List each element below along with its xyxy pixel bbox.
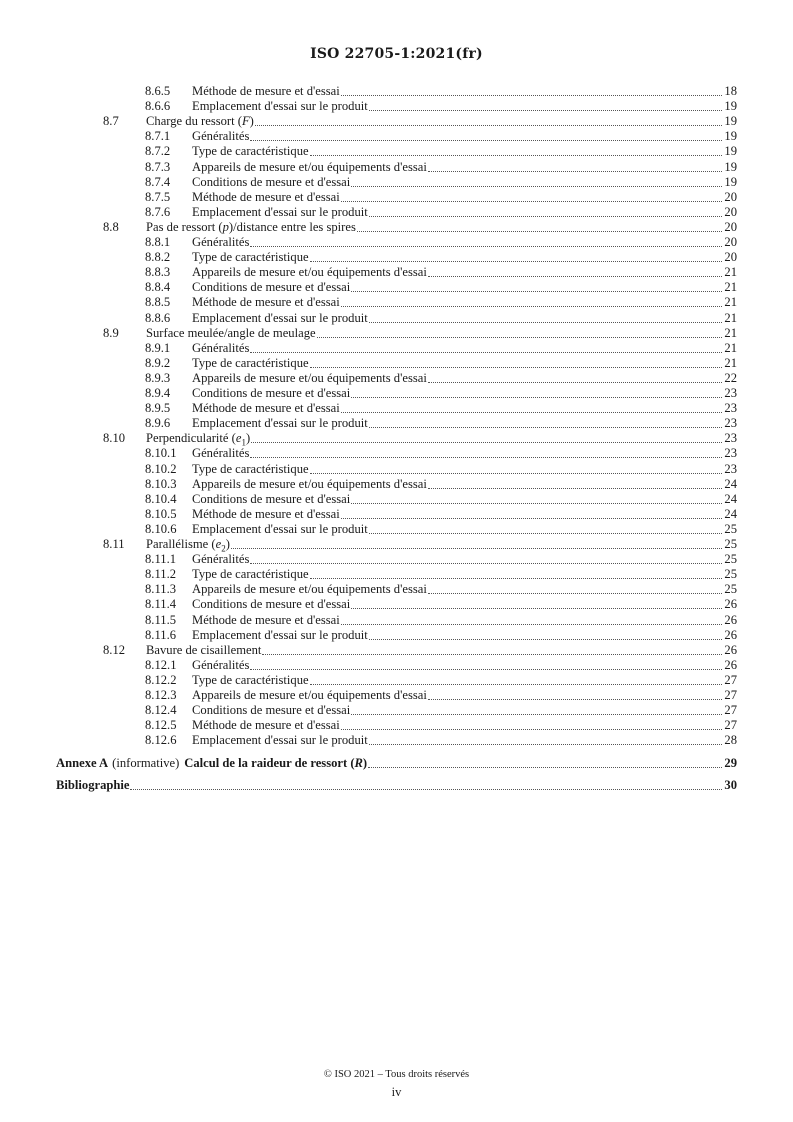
toc-entry[interactable] bbox=[145, 175, 737, 190]
toc-entry[interactable] bbox=[145, 250, 737, 265]
toc-entry-page-number: 26 bbox=[724, 612, 737, 627]
toc-entry[interactable] bbox=[145, 280, 737, 295]
toc-entry-page-number: 21 bbox=[724, 325, 737, 340]
toc-entry[interactable] bbox=[145, 718, 737, 733]
toc-entry[interactable] bbox=[145, 597, 737, 612]
toc-leader-dots bbox=[317, 336, 722, 338]
toc-entry[interactable] bbox=[145, 688, 737, 703]
toc-entry[interactable] bbox=[145, 567, 737, 582]
toc-entry-number: 8.8.2 bbox=[145, 250, 171, 265]
toc-entry-number: 8.8.6 bbox=[145, 310, 171, 325]
toc-entry-page-number: 28 bbox=[724, 733, 737, 748]
toc-entry-page-number: 19 bbox=[724, 159, 737, 174]
toc-entry-number: 8.9.3 bbox=[145, 370, 171, 385]
toc-leader-dots bbox=[251, 441, 722, 443]
toc-entry-number: 8.9.2 bbox=[145, 355, 171, 370]
toc-leader-dots bbox=[262, 653, 722, 655]
toc-entry-number: 8.7.1 bbox=[145, 129, 171, 144]
toc-entry[interactable] bbox=[145, 235, 737, 250]
annex-title: Calcul de la raideur de ressort (R) bbox=[184, 756, 368, 771]
toc-entry[interactable] bbox=[103, 643, 737, 658]
toc-entry-number: 8.10.2 bbox=[145, 461, 177, 476]
toc-entry-title: Appareils de mesure et/ou équipements d'essai bbox=[192, 370, 427, 385]
toc-entry-number: 8.11.2 bbox=[145, 567, 177, 582]
bibliography-title: Bibliographie bbox=[56, 778, 130, 793]
toc-leader-dots bbox=[357, 230, 722, 232]
toc-entry-annex-a[interactable] bbox=[56, 756, 737, 771]
toc-entry-title: Type de caractéristique bbox=[192, 461, 309, 476]
toc-entry-title: Appareils de mesure et/ou équipements d'essai bbox=[192, 582, 427, 597]
toc-leader-dots bbox=[341, 94, 722, 96]
toc-entry-page-number: 26 bbox=[724, 597, 737, 612]
toc-leader-dots bbox=[369, 426, 722, 428]
toc-entry[interactable] bbox=[145, 507, 737, 522]
toc-entry-title: Conditions de mesure et d'essai bbox=[192, 174, 351, 189]
toc-entry[interactable] bbox=[145, 628, 737, 643]
toc-entry-title: Généralités bbox=[192, 129, 250, 144]
toc-entry-title: Conditions de mesure et d'essai bbox=[192, 386, 351, 400]
toc-entry-title: Conditions de mesure et d'essai bbox=[192, 597, 351, 612]
toc-entry-title: Conditions de mesure et d'essai bbox=[192, 280, 351, 295]
toc-entry-number: 8.8.4 bbox=[145, 280, 171, 295]
toc-entry[interactable] bbox=[145, 582, 737, 597]
toc-entry[interactable] bbox=[145, 446, 737, 461]
toc-entry[interactable] bbox=[145, 160, 737, 175]
toc-entry-number: 8.12 bbox=[103, 642, 126, 657]
toc-leader-dots bbox=[310, 577, 722, 579]
toc-entry[interactable] bbox=[145, 416, 737, 431]
toc-leader-dots bbox=[341, 305, 722, 307]
toc-entry-page-number: 23 bbox=[724, 401, 737, 416]
toc-entry[interactable] bbox=[145, 129, 737, 144]
toc-entry-bibliography[interactable] bbox=[56, 778, 737, 793]
toc-entry-title: Méthode de mesure et d'essai bbox=[192, 718, 340, 733]
toc-entry-page-number: 25 bbox=[724, 582, 737, 597]
page-number: iv bbox=[391, 1085, 402, 1099]
toc-entry-page-number: 20 bbox=[724, 235, 737, 249]
toc-entry-title: Emplacement d'essai sur le produit bbox=[192, 733, 368, 748]
toc-entry-number: 8.7.3 bbox=[145, 159, 171, 174]
toc-entry-number: 8.8.1 bbox=[145, 235, 171, 249]
toc-entry[interactable] bbox=[145, 401, 737, 416]
toc-entry[interactable] bbox=[103, 431, 737, 446]
toc-entry-number: 8.12.6 bbox=[145, 733, 177, 748]
toc-entry-title: Emplacement d'essai sur le produit bbox=[192, 627, 368, 642]
toc-leader-dots bbox=[250, 245, 722, 247]
toc-entry-title: Type de caractéristique bbox=[192, 250, 309, 265]
toc-entry-page-number: 20 bbox=[724, 250, 737, 265]
toc-entry-title: Bavure de cisaillement bbox=[146, 642, 262, 657]
toc-entry-page-number: 26 bbox=[724, 642, 737, 657]
toc-leader-dots bbox=[341, 200, 722, 202]
toc-leader-dots bbox=[250, 139, 722, 141]
toc-entry-title: Méthode de mesure et d'essai bbox=[192, 401, 340, 416]
toc-entry-page-number: 25 bbox=[724, 552, 737, 567]
toc-leader-dots bbox=[351, 396, 722, 398]
toc-entry-title: Généralités bbox=[192, 552, 250, 567]
toc-entry-title: Charge du ressort (F) bbox=[146, 114, 254, 129]
toc-entry[interactable] bbox=[145, 477, 737, 492]
toc-leader-dots bbox=[250, 562, 722, 564]
toc-entry-number: 8.7.6 bbox=[145, 204, 171, 219]
toc-entry-number: 8.10.6 bbox=[145, 521, 177, 536]
toc-entry-number: 8.7.5 bbox=[145, 189, 171, 204]
toc-entry-page-number: 27 bbox=[724, 672, 737, 687]
toc-entry-page-number: 23 bbox=[724, 416, 737, 431]
toc-entry-number: 8.6.5 bbox=[145, 84, 171, 98]
toc-leader-dots bbox=[428, 592, 722, 594]
toc-entry-number: 8.7.2 bbox=[145, 144, 171, 159]
toc-entry-title: Conditions de mesure et d'essai bbox=[192, 491, 351, 506]
toc-entry[interactable] bbox=[145, 341, 737, 356]
toc-leader-dots bbox=[231, 547, 722, 549]
toc-leader-dots bbox=[369, 638, 722, 640]
bibliography-page-number: 30 bbox=[724, 778, 737, 793]
toc-entry-title: Pas de ressort (p)/distance entre les spires bbox=[146, 219, 356, 234]
toc-entry[interactable] bbox=[145, 144, 737, 159]
toc-entry-number: 8.10.1 bbox=[145, 446, 177, 461]
toc-entry-number: 8.6.6 bbox=[145, 99, 171, 114]
toc-leader-dots bbox=[341, 411, 722, 413]
toc-entry-page-number: 20 bbox=[724, 219, 737, 234]
toc-leader-dots bbox=[428, 381, 722, 383]
copyright-notice: © ISO 2021 – Tous droits réservés bbox=[323, 1069, 470, 1080]
toc-entry-page-number: 27 bbox=[724, 718, 737, 733]
toc-leader-dots bbox=[310, 683, 722, 685]
toc-entry-page-number: 18 bbox=[724, 84, 737, 98]
toc-leader-dots bbox=[428, 170, 722, 172]
toc-entry[interactable] bbox=[145, 84, 737, 99]
toc-entry-number: 8.12.1 bbox=[145, 657, 177, 672]
toc-entry-title: Emplacement d'essai sur le produit bbox=[192, 99, 368, 114]
toc-entry-number: 8.11 bbox=[103, 537, 125, 551]
toc-entry[interactable] bbox=[145, 733, 737, 748]
toc-entry[interactable] bbox=[145, 658, 737, 673]
toc-leader-dots bbox=[351, 713, 722, 715]
toc-entry-title: Généralités bbox=[192, 235, 250, 249]
toc-entry-page-number: 27 bbox=[724, 688, 737, 702]
toc-entry-page-number: 21 bbox=[724, 295, 737, 310]
toc-entry-title: Méthode de mesure et d'essai bbox=[192, 612, 340, 627]
toc-entry[interactable] bbox=[103, 537, 737, 552]
annex-label: Annexe A bbox=[56, 756, 109, 771]
toc-entry-number: 8.8.3 bbox=[145, 265, 171, 280]
toc-entry-number: 8.8 bbox=[103, 219, 119, 234]
toc-entry[interactable] bbox=[145, 265, 737, 280]
toc-entry-page-number: 19 bbox=[724, 174, 737, 189]
toc-leader-dots bbox=[341, 517, 722, 519]
toc-entry-title: Type de caractéristique bbox=[192, 567, 309, 582]
toc-entry-page-number: 21 bbox=[724, 310, 737, 325]
toc-entry[interactable] bbox=[145, 703, 737, 718]
toc-entry[interactable] bbox=[145, 295, 737, 310]
toc-entry[interactable] bbox=[145, 522, 737, 537]
toc-leader-dots bbox=[250, 456, 722, 458]
toc-entry-page-number: 25 bbox=[724, 537, 737, 551]
toc-entry-page-number: 24 bbox=[724, 506, 737, 521]
toc-entry-number: 8.10.3 bbox=[145, 476, 177, 491]
toc-entry-number: 8.11.5 bbox=[145, 612, 177, 627]
toc-entry[interactable] bbox=[103, 326, 737, 341]
toc-entry-number: 8.9.6 bbox=[145, 416, 171, 431]
toc-entry-page-number: 19 bbox=[724, 129, 737, 144]
toc-entry[interactable] bbox=[145, 371, 737, 386]
toc-entry-title: Perpendicularité $(e_1)$ bbox=[146, 431, 251, 448]
toc-entry-number: 8.9 bbox=[103, 325, 119, 340]
toc-entry-title: Généralités bbox=[192, 446, 250, 461]
toc-entry-number: 8.12.5 bbox=[145, 718, 177, 733]
toc-entry-page-number: 23 bbox=[724, 446, 737, 461]
toc-entry-number: 8.9.5 bbox=[145, 401, 171, 416]
toc-entry-title: Type de caractéristique bbox=[192, 144, 309, 159]
toc-leader-dots bbox=[368, 766, 722, 768]
toc-entry-title: Appareils de mesure et/ou équipements d'essai bbox=[192, 476, 427, 491]
toc-leader-dots bbox=[310, 260, 722, 262]
toc-entry-page-number: 25 bbox=[724, 521, 737, 536]
toc-leader-dots bbox=[341, 623, 722, 625]
toc-entry-page-number: 21 bbox=[724, 340, 737, 355]
toc-entry-title: Emplacement d'essai sur le produit bbox=[192, 521, 368, 536]
toc-leader-dots bbox=[369, 321, 722, 323]
toc-entry-title: Parallélisme $(e_2)$ bbox=[146, 537, 230, 554]
toc-leader-dots bbox=[428, 275, 722, 277]
toc-leader-dots bbox=[369, 109, 722, 111]
toc-entry-title: Surface meulée/angle de meulage bbox=[146, 325, 316, 340]
toc-entry-number: 8.10.5 bbox=[145, 506, 177, 521]
toc-entry-title: Appareils de mesure et/ou équipements d'essai bbox=[192, 265, 427, 280]
toc-entry-page-number: 27 bbox=[724, 703, 737, 718]
toc-entry[interactable] bbox=[145, 492, 737, 507]
toc-entry-title: Emplacement d'essai sur le produit bbox=[192, 204, 368, 219]
toc-entry[interactable] bbox=[145, 462, 737, 477]
toc-entry-number: 8.10.4 bbox=[145, 491, 177, 506]
toc-leader-dots bbox=[310, 366, 722, 368]
toc-entry-title: Méthode de mesure et d'essai bbox=[192, 295, 340, 310]
toc-entry-title: Appareils de mesure et/ou équipements d'essai bbox=[192, 688, 427, 702]
toc-leader-dots bbox=[255, 124, 722, 126]
toc-leader-dots bbox=[369, 532, 722, 534]
toc-leader-dots bbox=[369, 215, 722, 217]
toc-entry-page-number: 21 bbox=[724, 280, 737, 295]
toc-entry-number: 8.11.1 bbox=[145, 552, 177, 567]
toc-entry-number: 8.8.5 bbox=[145, 295, 171, 310]
toc-entry-page-number: 26 bbox=[724, 657, 737, 672]
toc-entry-page-number: 23 bbox=[724, 431, 737, 446]
toc-entry[interactable] bbox=[103, 220, 737, 235]
toc-entry-page-number: 25 bbox=[724, 567, 737, 582]
toc-entry[interactable] bbox=[145, 356, 737, 371]
toc-leader-dots bbox=[250, 668, 722, 670]
toc-entry-page-number: 19 bbox=[724, 99, 737, 114]
toc-entry-title: Généralités bbox=[192, 657, 250, 672]
toc-leader-dots bbox=[341, 728, 722, 730]
toc-entry-number: 8.11.4 bbox=[145, 597, 177, 612]
toc-entry-page-number: 24 bbox=[724, 491, 737, 506]
toc-entry[interactable] bbox=[145, 311, 737, 326]
toc-entry-title: Emplacement d'essai sur le produit bbox=[192, 416, 368, 431]
toc-entry-page-number: 20 bbox=[724, 189, 737, 204]
toc-entry-number: 8.11.6 bbox=[145, 627, 177, 642]
toc-entry-title: Emplacement d'essai sur le produit bbox=[192, 310, 368, 325]
toc-entry[interactable] bbox=[103, 114, 737, 129]
toc-entry-title: Méthode de mesure et d'essai bbox=[192, 189, 340, 204]
toc-leader-dots bbox=[351, 290, 722, 292]
toc-leader-dots bbox=[351, 185, 722, 187]
annex-page-number: 29 bbox=[724, 756, 737, 771]
toc-entry-page-number: 26 bbox=[724, 627, 737, 642]
toc-entry-page-number: 24 bbox=[724, 476, 737, 491]
toc-entry-number: 8.12.2 bbox=[145, 672, 177, 687]
toc-leader-dots bbox=[351, 607, 722, 609]
annex-type: (informative) bbox=[112, 756, 180, 771]
toc-entry[interactable] bbox=[145, 99, 737, 114]
toc-leader-dots bbox=[351, 502, 722, 504]
toc-entry-number: 8.7.4 bbox=[145, 174, 171, 189]
toc-leader-dots bbox=[369, 743, 722, 745]
toc-entry-page-number: 23 bbox=[724, 386, 737, 400]
toc-entry-number: 8.9.4 bbox=[145, 386, 171, 400]
toc-entry-number: 8.9.1 bbox=[145, 340, 171, 355]
toc-entry-number: 8.12.3 bbox=[145, 688, 177, 702]
toc-entry-title: Conditions de mesure et d'essai bbox=[192, 703, 351, 718]
toc-entry-page-number: 23 bbox=[724, 461, 737, 476]
toc-entry[interactable] bbox=[145, 386, 737, 401]
toc-entry[interactable] bbox=[145, 673, 737, 688]
toc-entry-number: 8.10 bbox=[103, 431, 126, 446]
toc-entry-number: 8.7 bbox=[103, 114, 119, 129]
toc-leader-dots bbox=[428, 487, 722, 489]
toc-entry-page-number: 19 bbox=[724, 144, 737, 159]
toc-entry-title: Type de caractéristique bbox=[192, 672, 309, 687]
toc-entry-title: Méthode de mesure et d'essai bbox=[192, 506, 340, 521]
toc-entry-number: 8.11.3 bbox=[145, 582, 177, 597]
document-header: ISO 22705-1:2021(fr) bbox=[310, 46, 483, 62]
toc-entry-title: Appareils de mesure et/ou équipements d'essai bbox=[192, 159, 427, 174]
toc-entry-title: Généralités bbox=[192, 340, 250, 355]
toc-entry-number: 8.12.4 bbox=[145, 703, 177, 718]
toc-leader-dots bbox=[130, 788, 722, 790]
toc-entry-page-number: 19 bbox=[724, 114, 737, 129]
toc-entry[interactable] bbox=[145, 190, 737, 205]
toc-leader-dots bbox=[310, 472, 722, 474]
toc-leader-dots bbox=[250, 351, 722, 353]
toc-entry[interactable] bbox=[145, 205, 737, 220]
toc-leader-dots bbox=[428, 698, 722, 700]
toc-entry-page-number: 21 bbox=[724, 355, 737, 370]
toc-entry[interactable] bbox=[145, 613, 737, 628]
toc-entry-page-number: 21 bbox=[724, 265, 737, 280]
toc-leader-dots bbox=[310, 154, 722, 156]
toc-entry-page-number: 22 bbox=[724, 370, 737, 385]
toc-entry-page-number: 20 bbox=[724, 204, 737, 219]
toc-entry-title: Méthode de mesure et d'essai bbox=[192, 84, 340, 98]
toc-entry[interactable] bbox=[145, 552, 737, 567]
toc-entry-title: Type de caractéristique bbox=[192, 355, 309, 370]
